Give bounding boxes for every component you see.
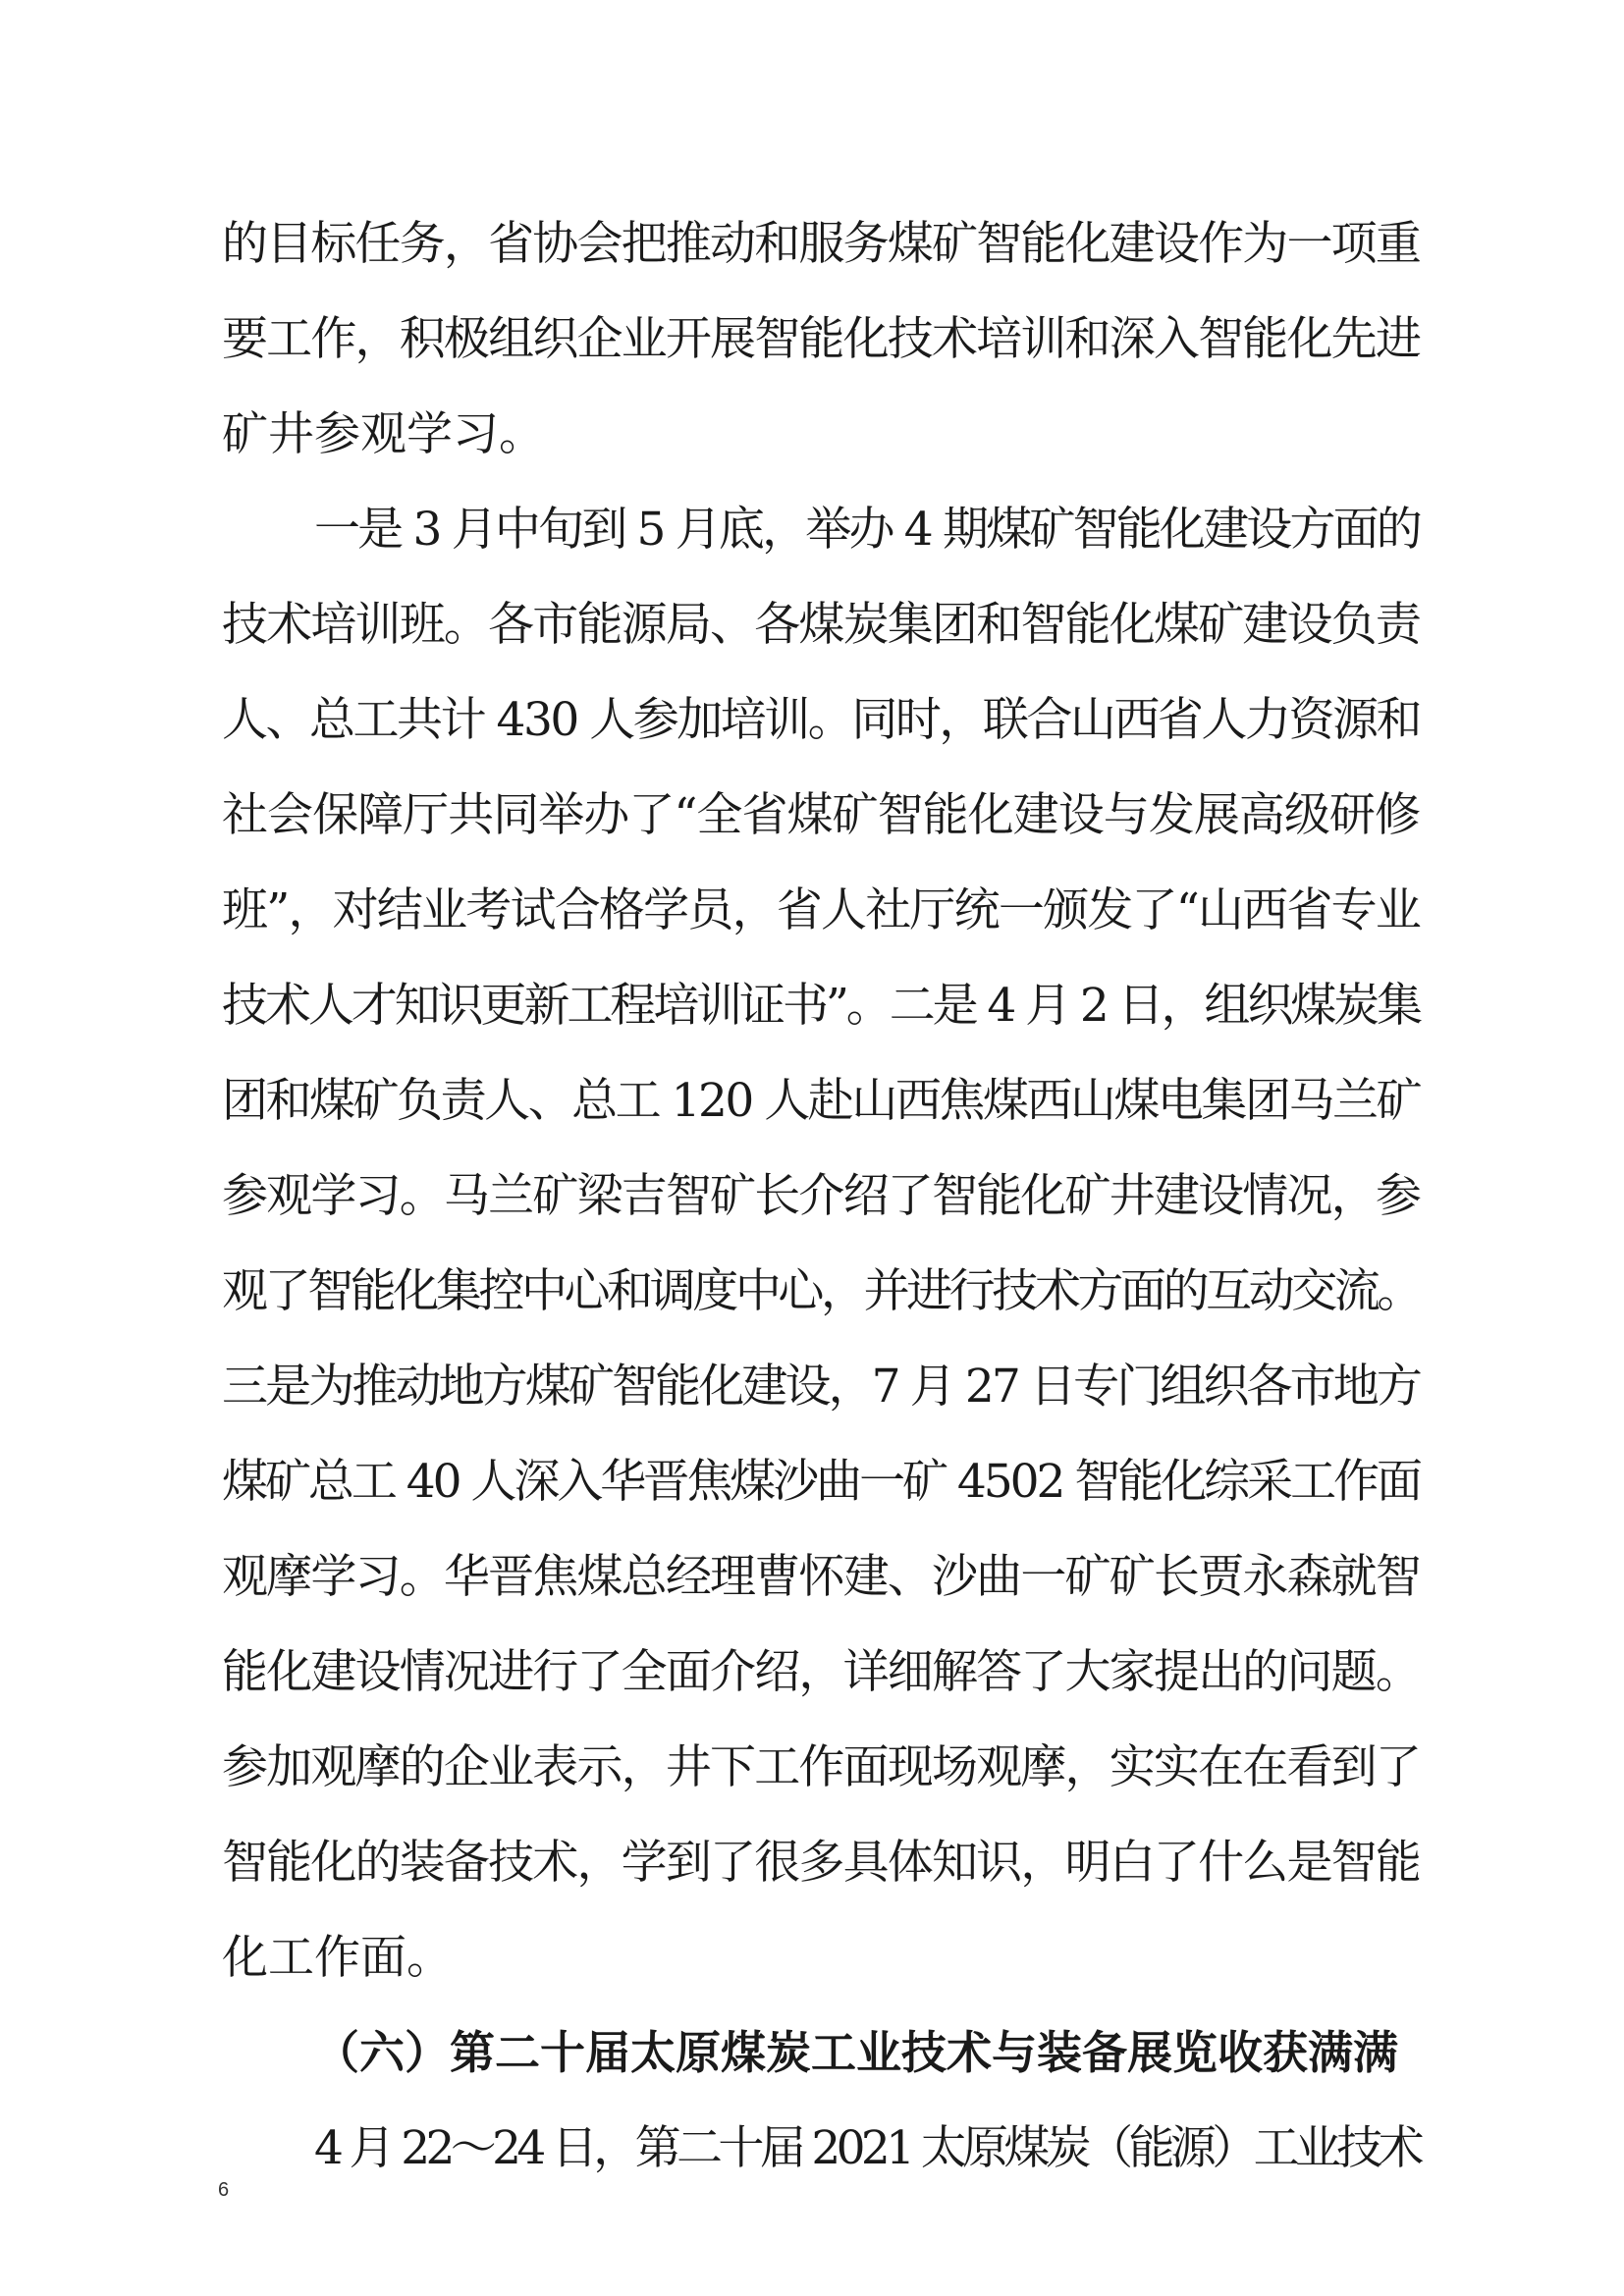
text-line: 三是为推动地方煤矿智能化建设，7 月 27 日专门组织各市地方 (222, 1360, 1420, 1414)
text-line: 要工作，积极组织企业开展智能化技术培训和深入智能化先进 (222, 312, 1420, 366)
text-line: 智能化的装备技术，学到了很多具体知识，明白了什么是智能 (222, 1836, 1420, 1890)
section-heading: （六）第二十届太原煤炭工业技术与装备展览收获满满 (314, 2026, 1398, 2079)
text-line: 技术人才知识更新工程培训证书”。二是 4 月 2 日，组织煤炭集 (222, 979, 1420, 1033)
text-line: 技术培训班。各市能源局、各煤炭集团和智能化煤矿建设负责 (222, 598, 1420, 652)
text-line: 4 月 22～24 日，第二十届 2021 太原煤炭（能源）工业技术 (314, 2121, 1420, 2175)
text-line: 煤矿总工 40 人深入华晋焦煤沙曲一矿 4502 智能化综采工作面 (222, 1455, 1420, 1509)
text-line: 观摩学习。华晋焦煤总经理曹怀建、沙曲一矿矿长贾永森就智 (222, 1550, 1420, 1604)
text-line: 的目标任务，省协会把推动和服务煤矿智能化建设作为一项重 (222, 217, 1420, 271)
text-line: 一是 3 月中旬到 5 月底，举办 4 期煤矿智能化建设方面的 (314, 503, 1420, 557)
text-line: 社会保障厅共同举办了“全省煤矿智能化建设与发展高级研修 (222, 788, 1420, 842)
document-body (222, 196, 1420, 2196)
text-line: 观了智能化集控中心和调度中心，并进行技术方面的互动交流。 (222, 1264, 1420, 1318)
page-number: 6 (218, 2179, 230, 2201)
text-line: 人、总工共计 430 人参加培训。同时，联合山西省人力资源和 (222, 693, 1420, 747)
text-line: 班”，对结业考试合格学员，省人社厅统一颁发了“山西省专业 (222, 883, 1420, 937)
text-line: 化工作面。 (222, 1931, 453, 1985)
text-line: 团和煤矿负责人、总工 120 人赴山西焦煤西山煤电集团马兰矿 (222, 1074, 1420, 1128)
text-line: 参观学习。马兰矿梁吉智矿长介绍了智能化矿井建设情况，参 (222, 1169, 1420, 1223)
text-line: 参加观摩的企业表示，井下工作面现场观摩，实实在在看到了 (222, 1740, 1420, 1794)
text-line: 矿井参观学习。 (222, 407, 545, 461)
text-line: 能化建设情况进行了全面介绍，详细解答了大家提出的问题。 (222, 1645, 1420, 1699)
